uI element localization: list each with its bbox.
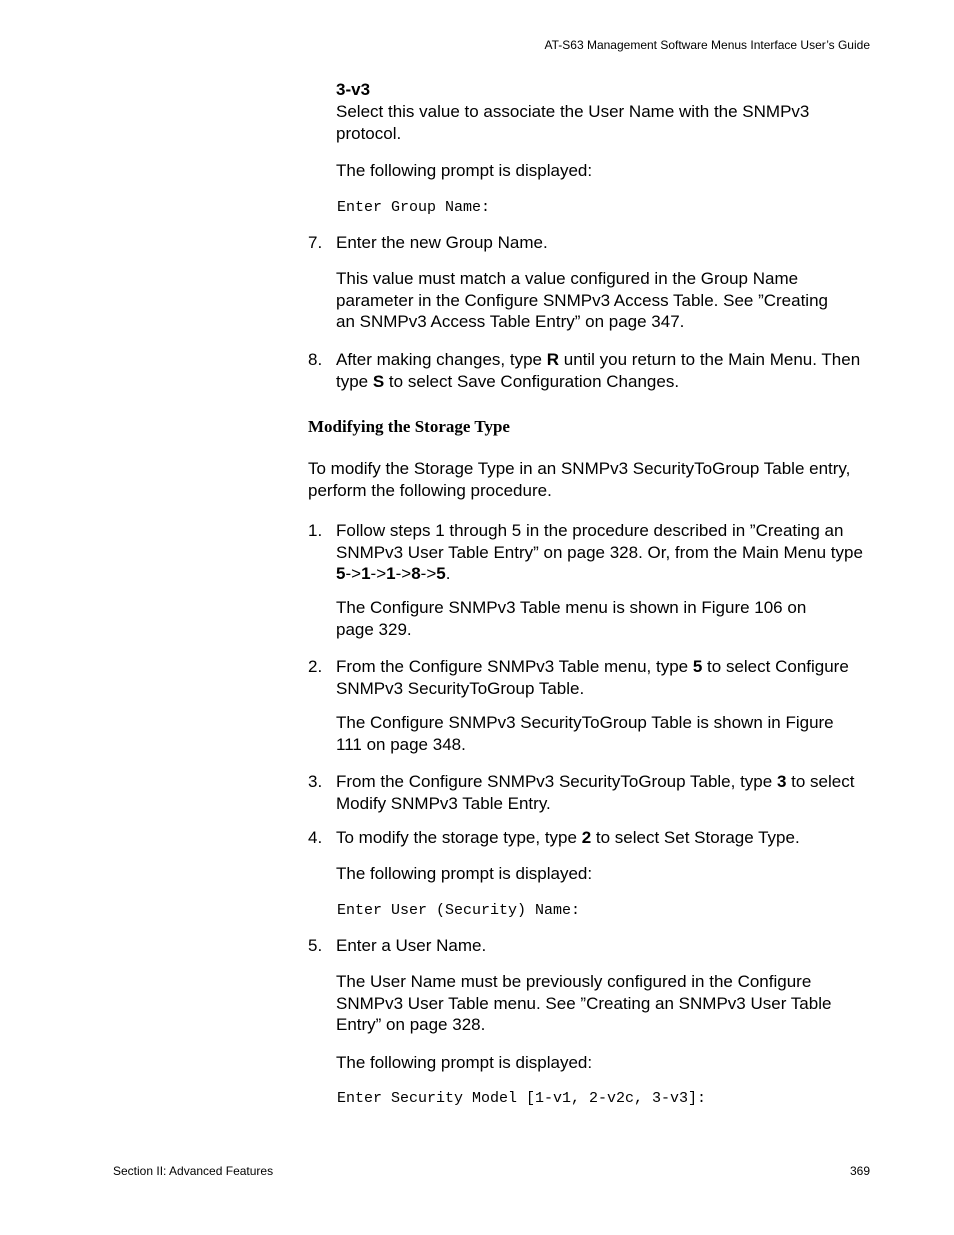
step-number: 7.: [308, 233, 323, 252]
step-number: 4.: [308, 828, 323, 847]
step-number: 1.: [308, 521, 323, 540]
step-detail: The Configure SNMPv3 SecurityToGroup Table is shown in Figure 111 on page 348.: [336, 713, 834, 754]
step-detail: The Configure SNMPv3 Table menu is shown in Figure 106 on page 329.: [336, 598, 807, 639]
footer-section: Section II: Advanced Features: [113, 1164, 274, 1178]
section-heading: Modifying the Storage Type: [308, 417, 510, 436]
step-text: Enter the new Group Name.: [336, 233, 548, 252]
step-detail: The User Name must be previously configured in the Configure SNMPv3 User Table menu. See ”Creating an SNMPv3 User Table Entry” on page 328.: [336, 972, 832, 1034]
step-number: 5.: [308, 936, 323, 955]
page-number: 369: [849, 1164, 870, 1178]
option-term: 3-v3: [336, 80, 371, 99]
step-text: From the Configure SNMPv3 Table menu, type 5 to select Configure SNMPv3 SecurityToGroup Table.: [336, 657, 849, 698]
step-text: Follow steps 1 through 5 in the procedure described in ”Creating an SNMPv3 User Table Entry” on page 328. Or, from the Main Menu type 5->1->1->8->5.: [336, 521, 863, 583]
key-s: S: [372, 371, 385, 391]
step-number: 8.: [308, 350, 323, 369]
prompt-intro: The following prompt is displayed:: [336, 1053, 593, 1072]
key-r: R: [546, 350, 560, 369]
step-text: Enter a User Name.: [336, 936, 487, 955]
step-detail: This value must match a value configured in the Group Name parameter in the Configure SNMPv3 Access Table. See ”Creating an SNMPv3 Access Table Entry” on page 347.: [336, 269, 828, 331]
code-prompt: Enter Security Model [1-v1, 2-v2c, 3-v3]:: [337, 1090, 707, 1107]
step-text: After making changes, type R until you return to the Main Menu. Then type S to select Save Configuration Changes.: [336, 350, 861, 391]
section-intro: To modify the Storage Type in an SNMPv3 SecurityToGroup Table entry, perform the following procedure.: [308, 459, 851, 500]
code-prompt: Enter Group Name:: [337, 199, 491, 216]
step-number: 2.: [308, 657, 323, 676]
step-text: To modify the storage type, type 2 to select Set Storage Type.: [336, 828, 800, 847]
running-header: AT-S63 Management Software Menus Interface User’s Guide: [544, 38, 870, 52]
option-description: Select this value to associate the User Name with the SNMPv3 protocol.: [336, 102, 810, 143]
code-prompt: Enter User (Security) Name:: [337, 902, 581, 919]
step-text: From the Configure SNMPv3 SecurityToGroup Table, type 3 to select Modify SNMPv3 Table Entry.: [336, 772, 855, 813]
step-number: 3.: [308, 772, 323, 791]
prompt-intro: The following prompt is displayed:: [336, 864, 593, 883]
prompt-intro: The following prompt is displayed:: [336, 161, 593, 180]
